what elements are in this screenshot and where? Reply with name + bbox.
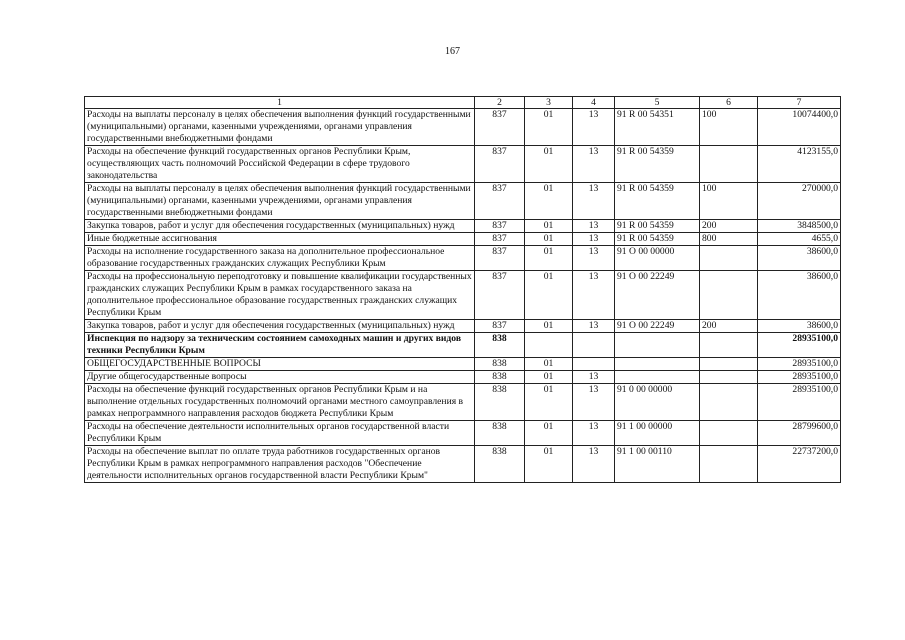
- table-row: [85, 109, 841, 146]
- ministry-code-cell: 837: [475, 320, 525, 333]
- amount-cell: 28935100,0: [758, 333, 841, 358]
- expense-type-cell: [700, 271, 758, 320]
- table-row: [85, 146, 841, 183]
- page-number: 167: [445, 46, 460, 57]
- header-cell: 3: [525, 97, 573, 109]
- expense-type-cell: 100: [700, 109, 758, 146]
- target-article-cell: 91 R 00 54359: [615, 183, 700, 220]
- table-row: [85, 220, 841, 233]
- target-article-cell: 91 О 00 00000: [615, 246, 700, 271]
- target-article-cell: 91 R 00 54359: [615, 146, 700, 183]
- expense-type-cell: [700, 146, 758, 183]
- expense-type-cell: 200: [700, 220, 758, 233]
- target-article-cell: [615, 358, 700, 371]
- description-cell: Расходы на обеспечение выплат по оплате труда работников государственных органов Республики Крым в рамках непрограммного направления расходов "Обеспечение деятельности исполнительных органов государственной власти Республики Крым": [85, 446, 475, 483]
- subsection-code-cell: 13: [573, 384, 615, 421]
- amount-cell: 28935100,0: [758, 384, 841, 421]
- expense-type-cell: [700, 246, 758, 271]
- section-code-cell: 01: [525, 220, 573, 233]
- ministry-code-cell: 837: [475, 109, 525, 146]
- header-cell: 4: [573, 97, 615, 109]
- amount-cell: 28799600,0: [758, 421, 841, 446]
- target-article-cell: [615, 333, 700, 358]
- description-cell: Расходы на обеспечение деятельности исполнительных органов государственной власти Республики Крым: [85, 421, 475, 446]
- description-cell: ОБЩЕГОСУДАРСТВЕННЫЕ ВОПРОСЫ: [85, 358, 475, 371]
- description-cell: Расходы на выплаты персоналу в целях обеспечения выполнения функций государственными (муниципальными) органами, казенными учреждениями, органами управления государственными внебюджетными фондами: [85, 109, 475, 146]
- table-row: [85, 384, 841, 421]
- amount-cell: 28935100,0: [758, 371, 841, 384]
- expense-type-cell: [700, 333, 758, 358]
- ministry-code-cell: 838: [475, 446, 525, 483]
- amount-cell: 38600,0: [758, 271, 841, 320]
- subsection-code-cell: 13: [573, 146, 615, 183]
- section-code-cell: [525, 333, 573, 358]
- target-article-cell: 91 R 00 54351: [615, 109, 700, 146]
- ministry-code-cell: 838: [475, 384, 525, 421]
- subsection-code-cell: 13: [573, 421, 615, 446]
- ministry-code-cell: 838: [475, 371, 525, 384]
- table-row: [85, 421, 841, 446]
- expense-type-cell: 100: [700, 183, 758, 220]
- description-cell: Расходы на выплаты персоналу в целях обеспечения выполнения функций государственными (муниципальными) органами, казенными учреждениями, органами управления государственными внебюджетными фондами: [85, 183, 475, 220]
- description-cell: Закупка товаров, работ и услуг для обеспечения государственных (муниципальных) нужд: [85, 220, 475, 233]
- section-code-cell: 01: [525, 384, 573, 421]
- subsection-code-cell: 13: [573, 320, 615, 333]
- description-cell: Закупка товаров, работ и услуг для обеспечения государственных (муниципальных) нужд: [85, 320, 475, 333]
- subsection-code-cell: 13: [573, 246, 615, 271]
- section-code-cell: 01: [525, 271, 573, 320]
- ministry-code-cell: 837: [475, 246, 525, 271]
- section-code-cell: 01: [525, 371, 573, 384]
- description-cell: Расходы на профессиональную переподготовку и повышение квалификации государственных гражданских служащих Республики Крым в рамках государственного заказа на дополнительное профессиональное образование государственных гражданских служащих Республики Крым: [85, 271, 475, 320]
- budget-table: [84, 96, 841, 483]
- ministry-code-cell: 838: [475, 333, 525, 358]
- ministry-code-cell: 837: [475, 146, 525, 183]
- header-cell: 5: [615, 97, 700, 109]
- section-code-cell: 01: [525, 446, 573, 483]
- table-row: [85, 358, 841, 371]
- subsection-code-cell: 13: [573, 371, 615, 384]
- target-article-cell: 91 1 00 00110: [615, 446, 700, 483]
- description-cell: Иные бюджетные ассигнования: [85, 233, 475, 246]
- expense-type-cell: [700, 446, 758, 483]
- subsection-code-cell: 13: [573, 271, 615, 320]
- expense-type-cell: [700, 371, 758, 384]
- target-article-cell: 91 О 00 22249: [615, 320, 700, 333]
- expense-type-cell: 200: [700, 320, 758, 333]
- ministry-code-cell: 837: [475, 233, 525, 246]
- table-row: [85, 183, 841, 220]
- ministry-code-cell: 837: [475, 220, 525, 233]
- expense-type-cell: [700, 384, 758, 421]
- section-code-cell: 01: [525, 421, 573, 446]
- subsection-code-cell: 13: [573, 220, 615, 233]
- description-cell: Инспекция по надзору за техническим состоянием самоходных машин и других видов техники Республики Крым: [85, 333, 475, 358]
- table-row: [85, 233, 841, 246]
- section-code-cell: 01: [525, 109, 573, 146]
- header-cell: 7: [758, 97, 841, 109]
- ministry-code-cell: 838: [475, 421, 525, 446]
- description-cell: Расходы на обеспечение функций государственных органов Республики Крым и на выполнение отдельных государственных полномочий органами местного самоуправления в рамках непрограммного направления расходов бюджета Республики Крым: [85, 384, 475, 421]
- expense-type-cell: 800: [700, 233, 758, 246]
- table-row: [85, 246, 841, 271]
- subsection-code-cell: 13: [573, 109, 615, 146]
- amount-cell: 4655,0: [758, 233, 841, 246]
- target-article-cell: 91 R 00 54359: [615, 220, 700, 233]
- header-cell: 6: [700, 97, 758, 109]
- header-cell: 2: [475, 97, 525, 109]
- amount-cell: 28935100,0: [758, 358, 841, 371]
- target-article-cell: 91 1 00 00000: [615, 421, 700, 446]
- section-code-cell: 01: [525, 183, 573, 220]
- subsection-code-cell: 13: [573, 233, 615, 246]
- subsection-code-cell: 13: [573, 446, 615, 483]
- target-article-cell: 91 R 00 54359: [615, 233, 700, 246]
- description-cell: Расходы на исполнение государственного заказа на дополнительное профессиональное образование государственных гражданских служащих Республики Крым: [85, 246, 475, 271]
- amount-cell: 38600,0: [758, 246, 841, 271]
- ministry-code-cell: 837: [475, 271, 525, 320]
- subsection-code-cell: 13: [573, 183, 615, 220]
- expense-type-cell: [700, 358, 758, 371]
- table-row: [85, 320, 841, 333]
- table-row: [85, 271, 841, 320]
- table-row: [85, 446, 841, 483]
- expense-type-cell: [700, 421, 758, 446]
- ministry-code-cell: 837: [475, 183, 525, 220]
- amount-cell: 22737200,0: [758, 446, 841, 483]
- table-header-row: [85, 97, 841, 109]
- target-article-cell: [615, 371, 700, 384]
- table-row: [85, 333, 841, 358]
- subsection-code-cell: [573, 358, 615, 371]
- amount-cell: 3848500,0: [758, 220, 841, 233]
- ministry-code-cell: 838: [475, 358, 525, 371]
- section-code-cell: 01: [525, 146, 573, 183]
- header-cell: 1: [85, 97, 475, 109]
- amount-cell: 4123155,0: [758, 146, 841, 183]
- target-article-cell: 91 0 00 00000: [615, 384, 700, 421]
- table-row: [85, 371, 841, 384]
- description-cell: Расходы на обеспечение функций государственных органов Республики Крым, осуществляющих часть полномочий Российской Федерации в сфере трудового законодательства: [85, 146, 475, 183]
- section-code-cell: 01: [525, 358, 573, 371]
- amount-cell: 10074400,0: [758, 109, 841, 146]
- amount-cell: 270000,0: [758, 183, 841, 220]
- target-article-cell: 91 О 00 22249: [615, 271, 700, 320]
- section-code-cell: 01: [525, 233, 573, 246]
- section-code-cell: 01: [525, 320, 573, 333]
- amount-cell: 38600,0: [758, 320, 841, 333]
- subsection-code-cell: [573, 333, 615, 358]
- section-code-cell: 01: [525, 246, 573, 271]
- description-cell: Другие общегосударственные вопросы: [85, 371, 475, 384]
